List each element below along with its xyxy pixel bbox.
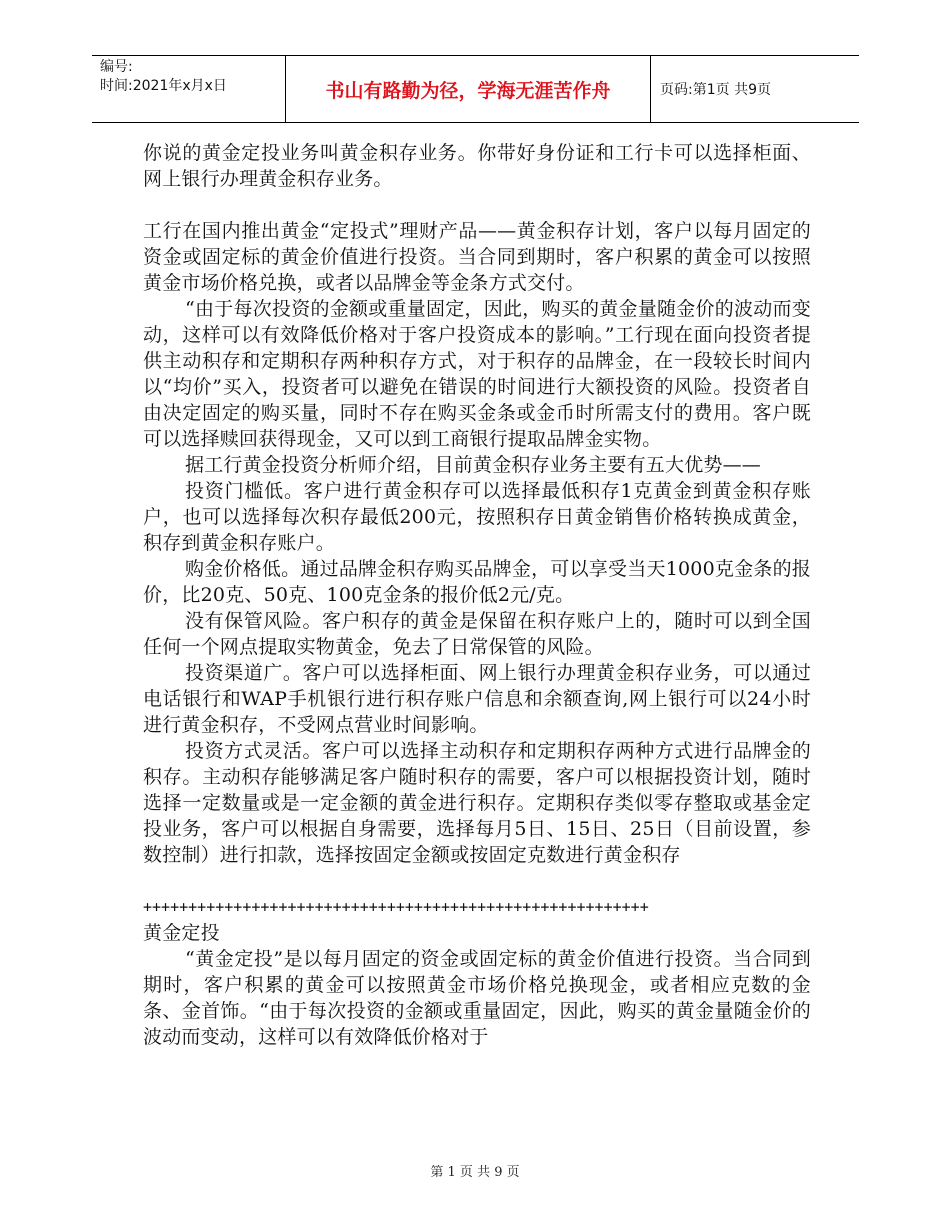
paragraph: 工行在国内推出黄金“定投式”理财产品——黄金积存计划，客户以每月固定的资金或固定标的黄金价值进行投资。当合同到期时，客户积累的黄金可以按照黄金市场价格兑换，或者以品牌金等金条方式交付。 xyxy=(143,220,811,294)
paragraph: “由于每次投资的金额或重量固定，因此，购买的黄金量随金价的波动而变动，这样可以有效降低价格对于客户投资成本的影响。”工行现在面向投资者提供主动积存和定期积存两种积存方式，对于积存的品牌金，在一段较长时间内以“均价”买入，投资者可以避免在错误的时间进行大额投资的风险。投资者自由决定固定的购买量，同时不存在购买金条或金币时所需支付的费用。客户既可以选择赎回获得现金，又可以到工商银行提取品牌金实物。 xyxy=(143,298,811,450)
paragraph: “黄金定投”是以每月固定的资金或固定标的黄金价值进行投资。当合同到期时，客户积累的黄金可以按照黄金市场价格兑换现金，或者相应克数的金条、金首饰。“由于每次投资的金额或重量固定，因此，购买的黄金量随金价的波动而变动，这样可以有效降低价格对于 xyxy=(143,948,811,1048)
paragraph: 投资方式灵活。客户可以选择主动积存和定期积存两种方式进行品牌金的积存。主动积存能够满足客户随时积存的需要，客户可以根据投资计划，随时选择一定数量或是一定金额的黄金进行积存。定期积存类似零存整取或基金定投业务，客户可以根据自身需要，选择每月5日、15日、25日（目前设置，参数控制）进行扣款，选择按固定金额或按固定克数进行黄金积存 xyxy=(143,740,811,866)
paragraph: 据工行黄金投资分析师介绍，目前黄金积存业务主要有五大优势—— xyxy=(185,454,762,476)
paragraph: 投资渠道广。客户可以选择柜面、网上银行办理黄金积存业务，可以通过电话银行和WAP手机银行进行积存账户信息和余额查询,网上银行可以24小时进行黄金积存，不受网点营业时间影响。 xyxy=(143,662,811,736)
paragraph: 没有保管风险。客户积存的黄金是保留在积存账户上的，随时可以到全国任何一个网点提取实物黄金，免去了日常保管的风险。 xyxy=(143,610,811,658)
paragraph: 投资门槛低。客户进行黄金积存可以选择最低积存1克黄金到黄金积存账户，也可以选择每次积存最低200元，按照积存日黄金销售价格转换成黄金，积存到黄金积存账户。 xyxy=(143,480,811,554)
document-time: 时间:2021年x月x日 xyxy=(100,78,227,94)
section-heading: 黄金定投 xyxy=(143,922,220,944)
header-meta xyxy=(100,58,227,96)
paragraph: 你说的黄金定投业务叫黄金积存业务。你带好身份证和工行卡可以选择柜面、网上银行办理黄金积存业务。 xyxy=(143,142,811,190)
page-footer: 第 1 页 共 9 页 xyxy=(430,1165,520,1180)
document-body xyxy=(143,140,811,1050)
header-page-info: 页码:第1页 共9页 xyxy=(660,82,771,98)
paragraph: 购金价格低。通过品牌金积存购买品牌金，可以享受当天1000克金条的报价，比20克、50克、100克金条的报价低2元/克。 xyxy=(143,558,811,606)
document-number-label: 编号: xyxy=(100,59,133,75)
separator-line: ++++++++++++++++++++++++++++++++++++++++++++++++++++++++ xyxy=(143,898,649,916)
header-motto: 书山有路勤为径，学海无涯苦作舟 xyxy=(325,80,611,102)
header-top-rule xyxy=(92,55,859,56)
header-divider-right xyxy=(650,55,651,122)
header-bottom-rule xyxy=(92,122,859,123)
